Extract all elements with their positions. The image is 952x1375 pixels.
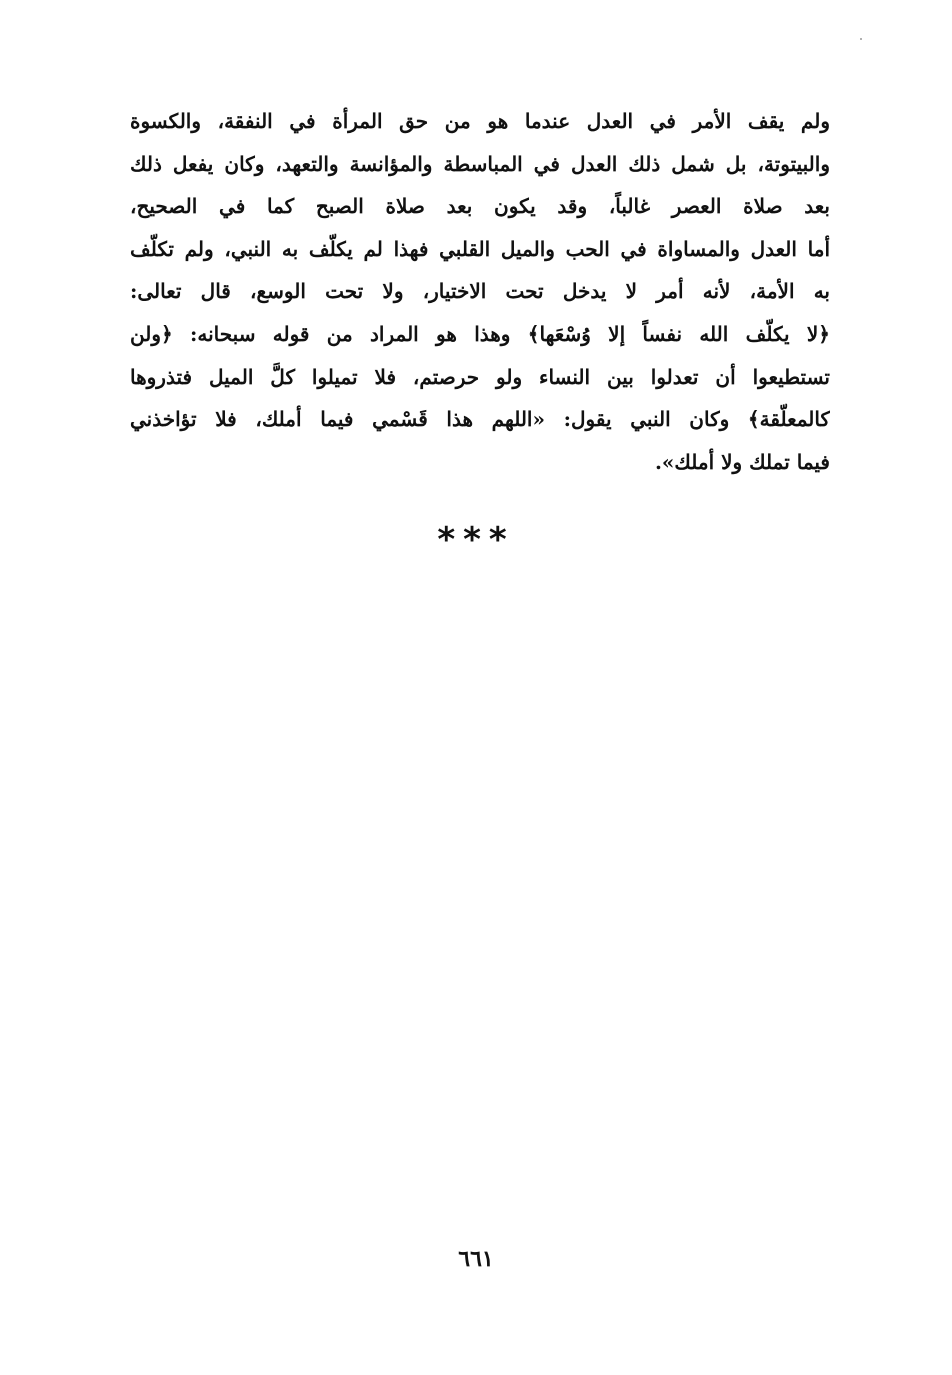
- text-line: والبيتوتة، بل شمل ذلك العدل في المباسطة والمؤانسة والتعهد، وكان يفعل ذلك: [130, 151, 830, 176]
- text-line: كالمعلّقة﴾ وكان النبي يقول: «اللهم هذا قَسْمي فيما أملك، فلا تؤاخذني: [130, 407, 830, 432]
- body-paragraph: [130, 100, 830, 483]
- text-line: ﴿لا يكلّف الله نفساً إلا وُسْعَها﴾ وهذا هو المراد من قوله سبحانه: ﴿ولن: [130, 321, 830, 346]
- scan-speck: [860, 38, 862, 40]
- text-line: فيما تملك ولا أملك».: [654, 449, 830, 474]
- text-line: به الأمة، لأنه أمر لا يدخل تحت الاختيار، ولا تحت الوسع، قال تعالى:: [130, 279, 830, 304]
- text-line: تستطيعوا أن تعدلوا بين النساء ولو حرصتم، فلا تميلوا كلَّ الميل فتذروها: [130, 364, 830, 389]
- section-separator: ***: [437, 520, 515, 560]
- page-number: ٦٦١: [458, 1246, 494, 1272]
- text-line: أما العدل والمساواة في الحب والميل القلبي فهذا لم يكلّف به النبي، ولم تكلّف: [130, 236, 830, 261]
- text-line: بعد صلاة العصر غالباً، وقد يكون بعد صلاة الصبح كما في الصحيح،: [130, 194, 830, 219]
- text-line: ولم يقف الأمر في العدل عندما هو من حق المرأة في النفقة، والكسوة: [130, 109, 830, 133]
